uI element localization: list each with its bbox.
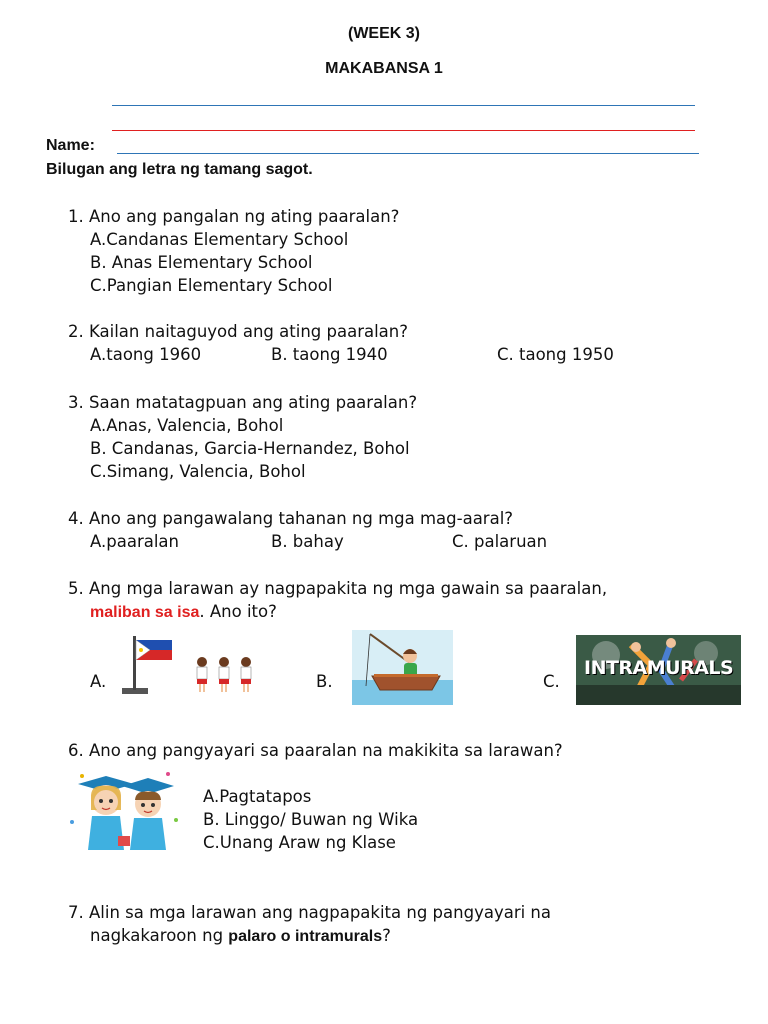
question-5: [68, 577, 607, 600]
question-7-line2: [90, 924, 391, 948]
question-7: [68, 901, 551, 924]
question-text-line1: Alin sa mga larawan ang nagpapakita ng pangyayari na: [89, 903, 551, 922]
choice-6b[interactable]: B. Linggo/ Buwan ng Wika: [203, 810, 419, 829]
graduation-image: [64, 762, 185, 854]
question-text: Saan matatagpuan ang ating paaralan?: [89, 393, 418, 412]
question-number: 6.: [68, 741, 84, 760]
blank-line-red: [112, 130, 695, 131]
choice-6c[interactable]: C.Unang Araw ng Klase: [203, 833, 396, 852]
choice-5c-label[interactable]: C.: [543, 672, 560, 691]
question-number: 5.: [68, 579, 84, 598]
choice-1c[interactable]: C.Pangian Elementary School: [90, 276, 333, 295]
highlight-text: maliban sa isa: [90, 604, 200, 621]
choice-2c[interactable]: C. taong 1950: [497, 345, 614, 364]
intramurals-banner-text: INTRAMURALS: [584, 657, 734, 679]
question-6: [68, 739, 563, 762]
name-field-line[interactable]: [117, 153, 699, 154]
choice-3a[interactable]: A.Anas, Valencia, Bohol: [90, 416, 284, 435]
choice-4c[interactable]: C. palaruan: [452, 532, 548, 551]
choice-2b[interactable]: B. taong 1940: [271, 345, 388, 364]
question-number: 4.: [68, 509, 84, 528]
question-text: Ano ang pangyayari sa paaralan na makikita sa larawan?: [89, 741, 563, 760]
graduation-kids-icon: [64, 762, 185, 854]
question-5-line2: [90, 600, 277, 624]
choice-4b[interactable]: B. bahay: [271, 532, 344, 551]
choice-5b-label[interactable]: B.: [316, 672, 333, 691]
flag-ceremony-image[interactable]: [118, 630, 266, 696]
subject-title: MAKABANSA 1: [325, 60, 443, 77]
question-number: 7.: [68, 903, 84, 922]
boy-fishing-icon: [352, 630, 453, 705]
boy-fishing-image[interactable]: [352, 630, 453, 705]
choice-3b[interactable]: B. Candanas, Garcia-Hernandez, Bohol: [90, 439, 410, 458]
choice-2a[interactable]: A.taong 1960: [90, 345, 202, 364]
question-2: [68, 320, 408, 343]
week-title: (WEEK 3): [348, 25, 420, 42]
question-4: [68, 507, 513, 530]
bold-text: palaro o intramurals: [228, 928, 383, 945]
question-text-end: . Ano ito?: [199, 602, 277, 621]
question-text: Kailan naitaguyod ang ating paaralan?: [89, 322, 408, 341]
choice-1a[interactable]: A.Candanas Elementary School: [90, 230, 349, 249]
choice-5a-label[interactable]: A.: [90, 672, 107, 691]
choice-4a[interactable]: A.paaralan: [90, 532, 179, 551]
question-1: [68, 205, 399, 228]
question-number: 3.: [68, 393, 84, 412]
choice-6a[interactable]: A.Pagtatapos: [203, 787, 312, 806]
question-number: 2.: [68, 322, 84, 341]
flag-ceremony-icon: [118, 630, 266, 696]
blank-line-1: [112, 105, 695, 106]
question-3: [68, 391, 417, 414]
question-text-start: nagkakaroon ng: [90, 926, 229, 945]
question-text: Ano ang pangawalang tahanan ng mga mag-aaral?: [89, 509, 514, 528]
question-number: 1.: [68, 207, 84, 226]
question-text-end: ?: [382, 926, 391, 945]
name-label: Name:: [46, 137, 95, 154]
intramurals-image[interactable]: [576, 635, 741, 705]
instruction: Bilugan ang letra ng tamang sagot.: [46, 161, 313, 178]
choice-3c[interactable]: C.Simang, Valencia, Bohol: [90, 462, 306, 481]
question-text: Ano ang pangalan ng ating paaralan?: [89, 207, 400, 226]
question-text-line1: Ang mga larawan ay nagpapakita ng mga gawain sa paaralan,: [89, 579, 608, 598]
choice-1b[interactable]: B. Anas Elementary School: [90, 253, 313, 272]
